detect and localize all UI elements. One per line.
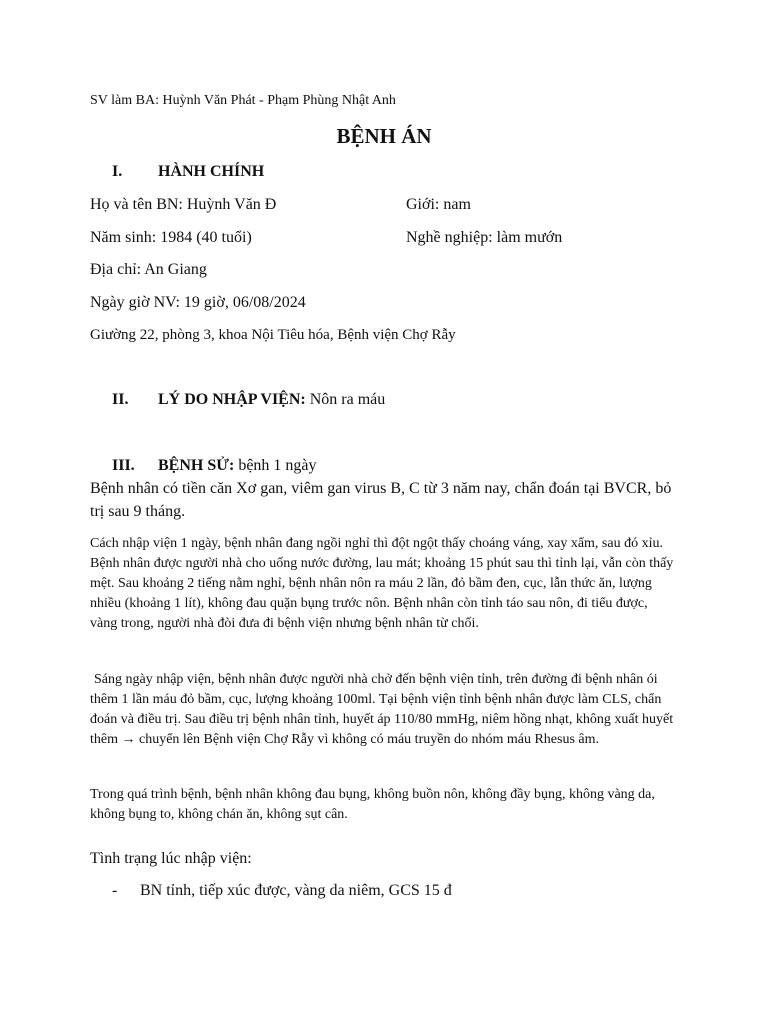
section-1-title: HÀNH CHÍNH — [158, 163, 265, 180]
admission-status-heading: Tình trạng lúc nhập viện: — [90, 850, 252, 867]
section-3-title: BỆNH SỬ: — [158, 457, 235, 474]
student-authors: SV làm BA: Huỳnh Văn Phát - Phạm Phùng Nhật Anh — [90, 93, 396, 108]
section-3-heading — [112, 457, 317, 475]
section-1-number: I. — [112, 163, 123, 180]
status-bullet-text: BN tỉnh, tiếp xúc được, vàng da niêm, GCS 15 đ — [140, 882, 452, 899]
admission-reason: Nôn ra máu — [305, 391, 386, 408]
document-title: BỆNH ÁN — [336, 124, 432, 148]
patient-birth-year: Năm sinh: 1984 (40 tuổi) — [90, 229, 252, 246]
status-bullet-item — [112, 882, 452, 900]
bed-ward-info: Giường 22, phòng 3, khoa Nội Tiêu hóa, Bệnh viện Chợ Rẫy — [90, 327, 456, 343]
patient-occupation: Nghề nghiệp: làm mướn — [406, 229, 563, 246]
bullet-dash: - — [112, 882, 118, 899]
illness-paragraph-2: Sáng ngày nhập viện, bệnh nhân được người nhà chở đến bệnh viện tỉnh, trên đường đi bệnh nhân ói thêm 1 lần máu đỏ bầm, cục, lượng khoảng 100ml. Tại bệnh viện tỉnh bệnh nhân được làm CLS, chẩn đoán và điều trị. Sau điều trị bệnh nhân tỉnh, huyết áp 110/80 mmHg, niêm hồng nhạt, không xuất huyết thêm → chuyển lên Bệnh viện Chợ Rẫy vì không có máu truyền do nhóm máu Rhesus âm. — [90, 672, 674, 747]
medical-history-paragraph: Bệnh nhân có tiền căn Xơ gan, viêm gan virus B, C từ 3 năm nay, chẩn đoán tại BVCR, bỏ trị sau 9 tháng. — [90, 480, 672, 520]
section-2-number: II. — [112, 391, 129, 408]
admission-datetime: Ngày giờ NV: 19 giờ, 06/08/2024 — [90, 294, 306, 311]
patient-address: Địa chỉ: An Giang — [90, 261, 207, 278]
section-2-title: LÝ DO NHẬP VIỆN: — [158, 391, 306, 408]
section-2-heading — [112, 391, 385, 409]
patient-gender: Giới: nam — [406, 196, 471, 213]
illness-duration: bệnh 1 ngày — [234, 457, 317, 474]
section-1-heading — [112, 163, 264, 181]
illness-paragraph-1: Cách nhập viện 1 ngày, bệnh nhân đang ngồi nghỉ thì đột ngột thấy choáng váng, xay xẩm, sau đó xỉu. Bệnh nhân được người nhà cho uống nước đường, lau mát; khoảng 15 phút sau thì tỉnh lại, vẫn còn thấy mệt. Sau khoảng 2 tiếng nằm nghỉ, bệnh nhân nôn ra máu 2 lần, đỏ bầm đen, cục, lẫn thức ăn, lượng nhiều (khoảng 1 lít), không đau quặn bụng trước nôn. Bệnh nhân còn tỉnh táo sau nôn, đi tiểu được, vàng trong, người nhà đòi đưa đi bệnh viện nhưng bệnh nhân từ chối. — [90, 536, 674, 631]
patient-name: Họ và tên BN: Huỳnh Văn Đ — [90, 196, 277, 213]
illness-paragraph-3: Trong quá trình bệnh, bệnh nhân không đau bụng, không buồn nôn, không đầy bụng, không vàng da, không bụng to, không chán ăn, không sụt cân. — [90, 787, 655, 822]
section-3-number: III. — [112, 457, 135, 474]
